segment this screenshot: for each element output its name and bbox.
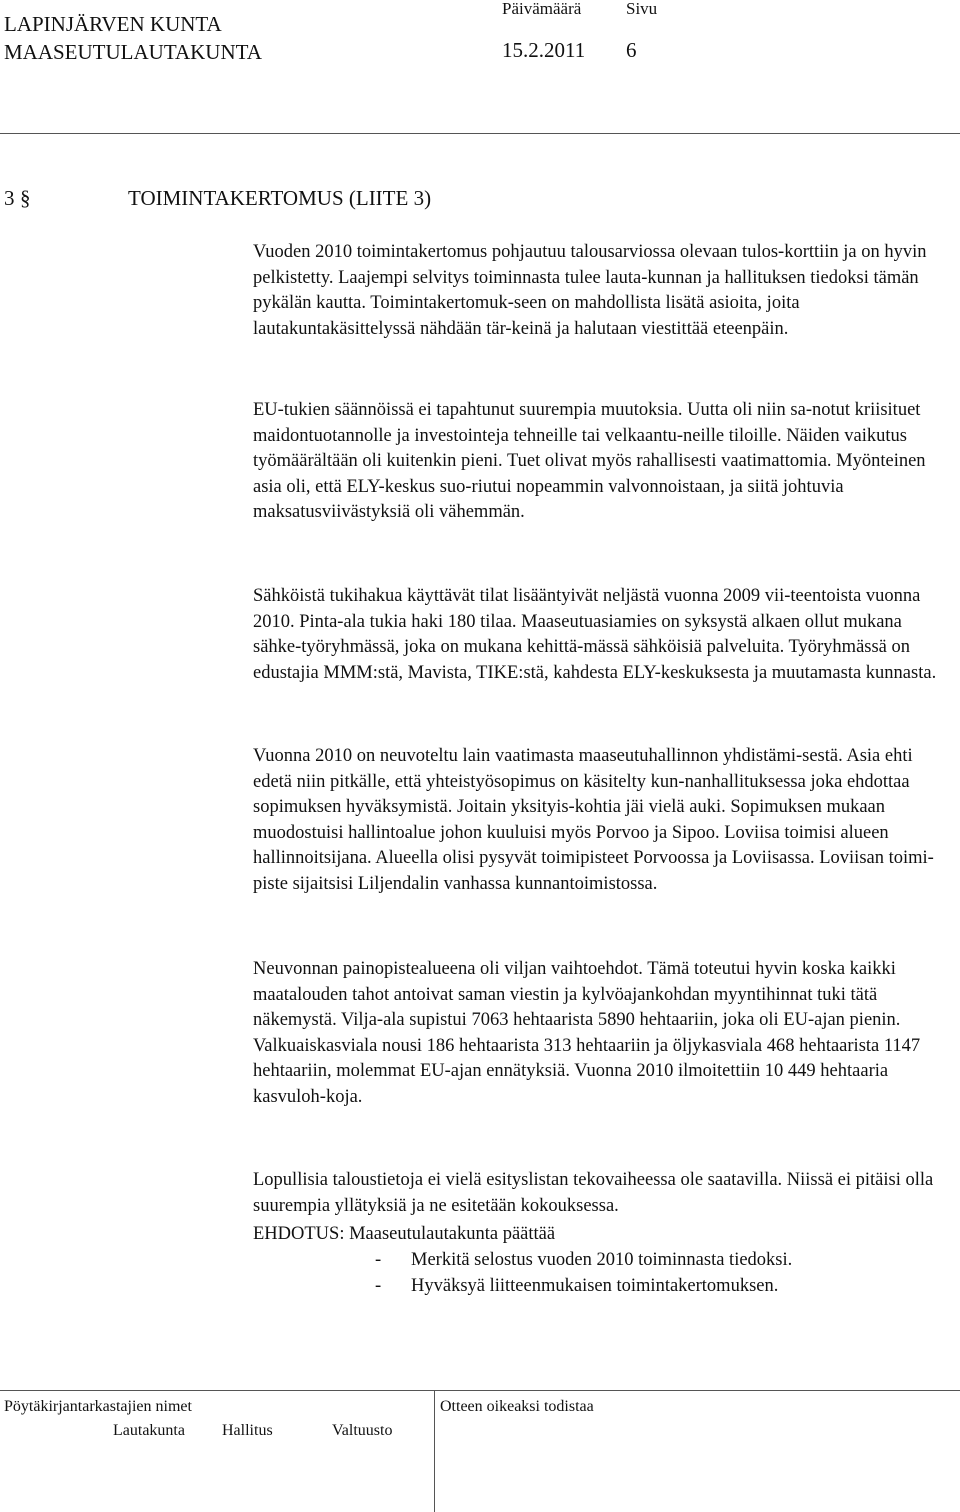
- footer-lautakunta: Lautakunta: [113, 1422, 185, 1439]
- list-dash: -: [375, 1275, 382, 1296]
- page-footer: [0, 1360, 960, 1512]
- footer-column-divider: [434, 1390, 435, 1512]
- proposal-item: [375, 1274, 792, 1300]
- page-header: [0, 0, 960, 100]
- page-label: Sivu: [626, 0, 658, 18]
- paragraph: Sähköistä tukihakua käyttävät tilat lisääntyivät neljästä vuonna 2009 vii-teentoista vuonna 2010. Pinta-ala tukia haki 180 tilaa. Maaseutuasiamies on syksystä alkaen ollut mukana sähke-työryhmässä, joka on mukana kehittä-mässä sähköisiä palveluita. Työryhmässä on edustajia MMM:stä, Mavista, TIKE:stä, kahdesta ELY-keskuksesta ja muutamasta kunnasta.: [253, 586, 937, 683]
- reviewers-label: Pöytäkirjantarkastajien nimet: [4, 1398, 192, 1415]
- paragraph: Neuvonnan painopistealueena oli viljan vaihtoehdot. Tämä toteutui hyvin koska kaikki maatalouden tahot antoivat saman viestin ja kylvöajankohdan myyntihinnat tuki tätä näkemystä. Vilja-ala supistui 7063 hehtaarista 5890 hehtaariin, joka oli EU-ajan pienin. Valkuaiskasviala nousi 186 hehtaarista 313 hehtaariin ja öljykasviala 468 hehtaarista 1147 hehtaariin, molemmat EU-ajan ennätyksiä. Vuonna 2010 ilmoitettiin 10 449 hehtaaria kasvuloh-koja.: [253, 959, 921, 1107]
- proposal-list: [375, 1248, 792, 1299]
- header-divider: [0, 133, 960, 134]
- list-dash: -: [375, 1250, 382, 1270]
- page-number: 6: [626, 38, 637, 62]
- footer-divider: [0, 1390, 960, 1391]
- section-symbol: §: [20, 186, 31, 210]
- certified-label: Otteen oikeaksi todistaa: [440, 1398, 594, 1415]
- date-label: Päivämäärä: [502, 0, 582, 18]
- proposal-item-text: Merkitä selostus vuoden 2010 toiminnasta tiedoksi.: [411, 1250, 793, 1270]
- header-org-block: [4, 10, 262, 66]
- paragraph: EU-tukien säännöissä ei tapahtunut suurempia muutoksia. Uutta oli niin sa-notut kriisituet maidontuotannolle ja investointeja tehneille tai velkaantu-neille tiloille. Näiden vaikutus työmäärältään oli kuitenkin pieni. Tuet olivat myös rahallisesti vaatimattomia. Myönteinen asia oli, että ELY-keskus suo-riutui nopeammin valvonnoistaan, ja siitä johtuvia maksatusviivästyksiä oli vähemmän.: [253, 400, 926, 522]
- proposal-item-text: Hyväksyä liitteenmukaisen toimintakertomuksen.: [411, 1275, 779, 1296]
- section-number: 3: [4, 186, 15, 210]
- committee-name: MAASEUTULAUTAKUNTA: [4, 40, 262, 64]
- paragraph: Vuoden 2010 toimintakertomus pohjautuu talousarviossa olevaan tulos-korttiin ja on hyvin pelkistetty. Laajempi selvitys toiminnasta tulee lauta-kunnan ja hallituksen tiedoksi tämän pykälän kautta. Toimintakertomuk-seen on mahdollista lisätä asioita, joita lautakuntakäsittelyssä nähdään tär-keinä ja halutaan viestittää eteenpäin.: [253, 242, 927, 339]
- paragraph: Lopullisia taloustietoja ei vielä esityslistan tekovaiheessa ole saatavilla. Niissä ei pitäisi olla suurempia yllätyksiä ja ne esitetään kokouksessa.: [253, 1170, 934, 1216]
- paragraph: Vuonna 2010 on neuvoteltu lain vaatimasta maaseutuhallinnon yhdistämi-sestä. Asia ehti edetä niin pitkälle, että yhteistyösopimus on käsitelty kun-nanhallituksessa joka ehdottaa sopimuksen hyväksymistä. Joitain yksityis-kohtia jäi vielä auki. Sopimuksen mukaan muodostuisi hallintoalue johon kuuluisi myös Porvoo ja Sipoo. Loviisa toimisi alueen hallinnoitsijana. Alueella olisi pysyvät toimipisteet Porvoossa ja Loviisassa. Loviisan toimi-piste sijaitsisi Liljendalin vanhassa kunnantoimistossa.: [253, 746, 934, 894]
- proposal-heading: EHDOTUS: Maaseutulautakunta päättää: [253, 1224, 556, 1244]
- footer-valtuusto: Valtuusto: [332, 1422, 393, 1439]
- org-name: LAPINJÄRVEN KUNTA: [4, 12, 222, 36]
- document-date: 15.2.2011: [502, 38, 586, 62]
- footer-hallitus: Hallitus: [222, 1422, 273, 1439]
- proposal-item: [375, 1248, 792, 1274]
- section-title: TOIMINTAKERTOMUS (LIITE 3): [128, 186, 432, 210]
